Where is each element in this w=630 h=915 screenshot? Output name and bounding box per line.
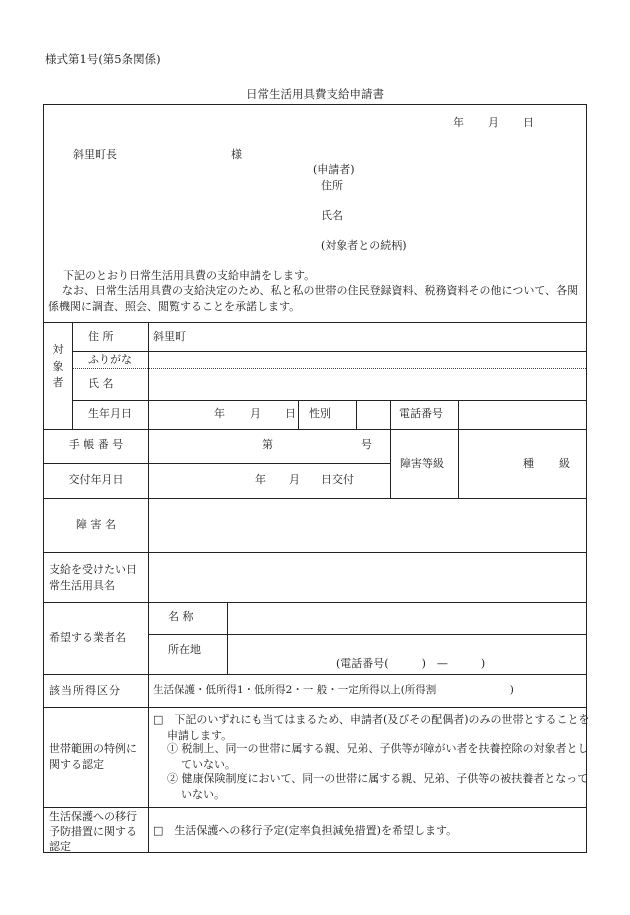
grade-level: 級: [559, 457, 570, 470]
statement-line-1: 下記のとおり日常生活用具費の支給申請をします。: [63, 269, 316, 282]
page-title: 日常生活用具費支給申請書: [246, 87, 384, 101]
birthdate-month: 月: [250, 407, 261, 420]
handbook-number-label: 手 帳 番 号: [68, 438, 124, 451]
household-checkbox-text: □ 下記のいずれにも当てはまるため、申請者(及びその配偶者)のみの世帯とすることを申請します。: [153, 713, 590, 742]
household-condition-2: ② 健康保険制度において、同一の世帯に属する親、兄弟、子供等の被扶養者となっていない。: [167, 772, 589, 801]
vendor-location-label: 所在地: [168, 643, 201, 656]
form-number: 様式第1号(第5条関係): [45, 52, 161, 66]
applicant-label: (申請者): [313, 163, 355, 176]
phone-label: 電話番号: [399, 407, 443, 420]
gender-label: 性別: [309, 407, 331, 420]
birthdate-label: 生年月日: [88, 407, 132, 420]
equipment-label: 支給を受けたい日常生活用具名: [49, 563, 137, 592]
application-form: [43, 104, 590, 853]
consent-statement: なお、日常生活用具費の支給決定のため、私と私の世帯の住民登録資料、税務資料その他について、各関係機関に調査、照会、閲覧することを承諾します。: [48, 284, 579, 313]
issue-day: 日交付: [321, 473, 354, 486]
issue-year: 年: [255, 473, 266, 486]
vendor-label: 希望する業者名: [49, 631, 126, 644]
grade-label: 障害等級: [400, 457, 444, 470]
vendor-phone-text: (電話番号( ) — ): [336, 657, 486, 670]
furigana-label: ふりがな: [88, 353, 132, 366]
birthdate-day: 日: [285, 407, 296, 420]
welfare-checkbox-text: □ 生活保護への移行予定(定率負担減免措置)を希望します。: [153, 824, 458, 837]
handbook-number-prefix: 第: [262, 438, 273, 451]
honorific: 様: [231, 148, 242, 161]
disability-label: 障 害 名: [76, 518, 116, 531]
welfare-label: 生活保護への移行予防措置に関する認定: [49, 810, 137, 853]
relation-label: (対象者との続柄): [321, 239, 407, 252]
subject-group-label: 対象者: [52, 343, 64, 389]
address-value: 斜里町: [153, 330, 186, 343]
addressee: 斜里町長: [73, 148, 117, 161]
handbook-number-suffix: 号: [361, 438, 372, 451]
household-condition-1: ① 税制上、同一の世帯に属する親、兄弟、子供等が障がい者を扶養控除の対象者としていない。: [167, 742, 589, 771]
birthdate-year: 年: [214, 407, 225, 420]
issue-date-label: 交付年月日: [68, 473, 124, 486]
date-year: 年: [453, 116, 464, 129]
income-options: 生活保護・低所得1・低所得2・一 般・一定所得以上(所得割 ): [153, 684, 514, 696]
applicant-address-label: 住所: [321, 179, 343, 192]
name-label: 氏 名: [88, 377, 114, 390]
applicant-name-label: 氏名: [321, 209, 343, 222]
date-month: 月: [488, 116, 499, 129]
income-label: 該当所得区分: [49, 684, 121, 697]
date-day: 日: [523, 116, 534, 129]
vendor-name-label: 名 称: [168, 610, 194, 623]
grade-type: 種: [523, 457, 534, 470]
address-label: 住 所: [88, 330, 114, 343]
household-label: 世帯範囲の特例に関する認定: [49, 742, 137, 771]
issue-month: 月: [289, 473, 300, 486]
